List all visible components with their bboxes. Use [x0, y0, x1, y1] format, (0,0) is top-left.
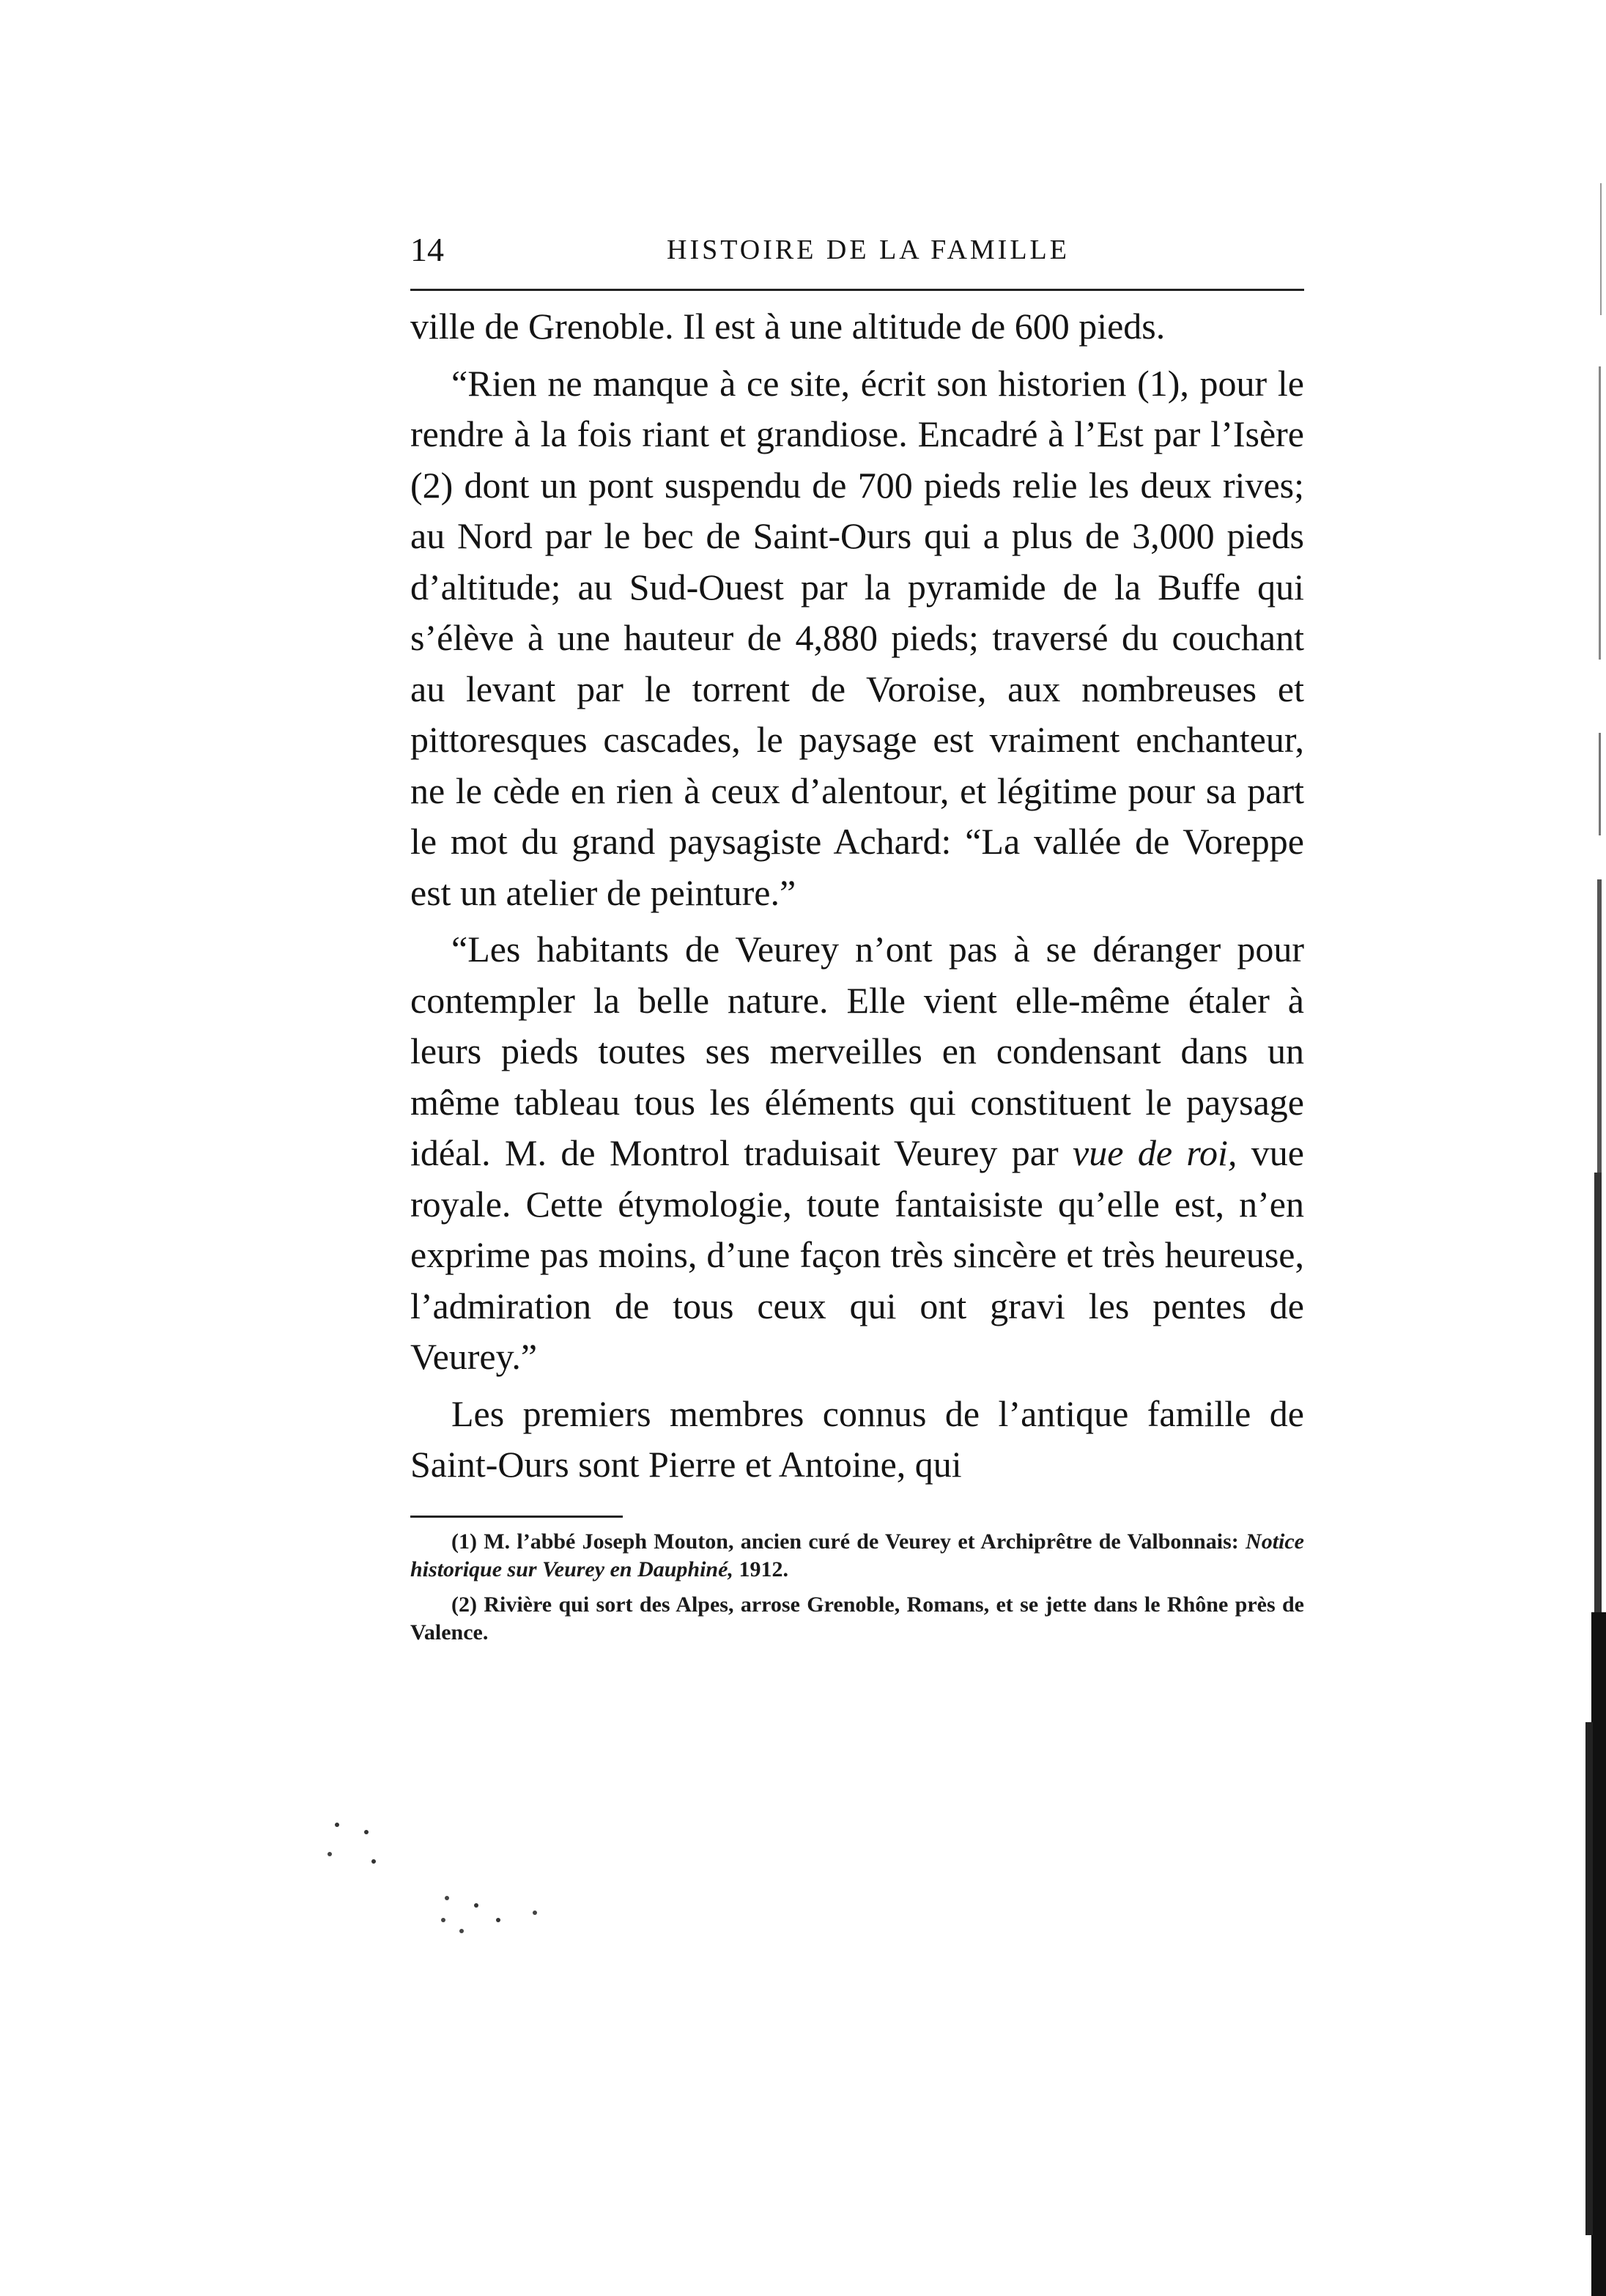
- footnote-1-text-a: (1) M. l’abbé Joseph Mouton, ancien curé de Veurey et Archiprêtre de Valbonnais:: [451, 1529, 1246, 1554]
- page-number: 14: [410, 231, 444, 268]
- paragraph-3: [410, 924, 1304, 1383]
- header-rule: [410, 289, 1304, 291]
- footnote-1-italic: Notice historique sur Veurey en Dauphiné,: [410, 1529, 1304, 1581]
- paragraph-3-text-b: vue royale. Cette étymologie, toute fantaisiste qu’elle est, n’en exprime pas moins, d’une façon très sincère et très heureuse, l’admiration de tous ceux qui ont gravi les pentes de Veurey.”: [410, 1132, 1304, 1377]
- paragraph-4: Les premiers membres connus de l’antique famille de Saint-Ours sont Pierre et Antoine, qui: [410, 1392, 1304, 1485]
- running-head: [410, 227, 1304, 273]
- running-title: HISTOIRE DE LA FAMILLE: [667, 235, 1070, 265]
- paragraph-3-italic: vue de roi,: [1073, 1132, 1237, 1173]
- paragraph-1: ville de Grenoble. Il est à une altitude de 600 pieds.: [410, 306, 1166, 347]
- footnote-rule: [410, 1516, 623, 1518]
- footnote-1: [410, 1528, 1304, 1584]
- paragraph-3-text-a: “Les habitants de Veurey n’ont pas à se déranger pour contempler la belle nature. Elle vient elle-même étaler à leurs pieds toutes ses merveilles en condensant dans un même tableau tous les éléments qui constituent le paysage idéal. M. de Montrol traduisait Veurey par: [410, 929, 1304, 1173]
- scan-edge-artifact: [1540, 0, 1606, 2296]
- scan-specks: [293, 1803, 601, 1993]
- footnotes: [410, 1528, 1304, 1647]
- book-page: [410, 227, 1304, 1647]
- paragraph-2: “Rien ne manque à ce site, écrit son historien (1), pour le rendre à la fois riant et grandiose. Encadré à l’Est par l’Isère (2) dont un pont suspendu de 700 pieds relie les deux rives; au Nord par le bec de Saint-Ours qui a plus de 3,000 pieds d’altitude; au Sud-Ouest par la pyramide de la Buffe qui s’élève à une hauteur de 4,880 pieds; traversé du couchant au levant par le torrent de Voroise, aux nombreuses et pittoresques cascades, le paysage est vraiment enchanteur, ne le cède en rien à ceux d’alentour, et légitime pour sa part le mot du grand paysagiste Achard: “La vallée de Voreppe est un atelier de peinture.”: [410, 362, 1304, 913]
- footnote-2: (2) Rivière qui sort des Alpes, arrose Grenoble, Romans, et se jette dans le Rhône près de Valence.: [410, 1592, 1304, 1645]
- footnote-1-text-b: 1912.: [733, 1557, 788, 1581]
- body-text: [410, 301, 1304, 1491]
